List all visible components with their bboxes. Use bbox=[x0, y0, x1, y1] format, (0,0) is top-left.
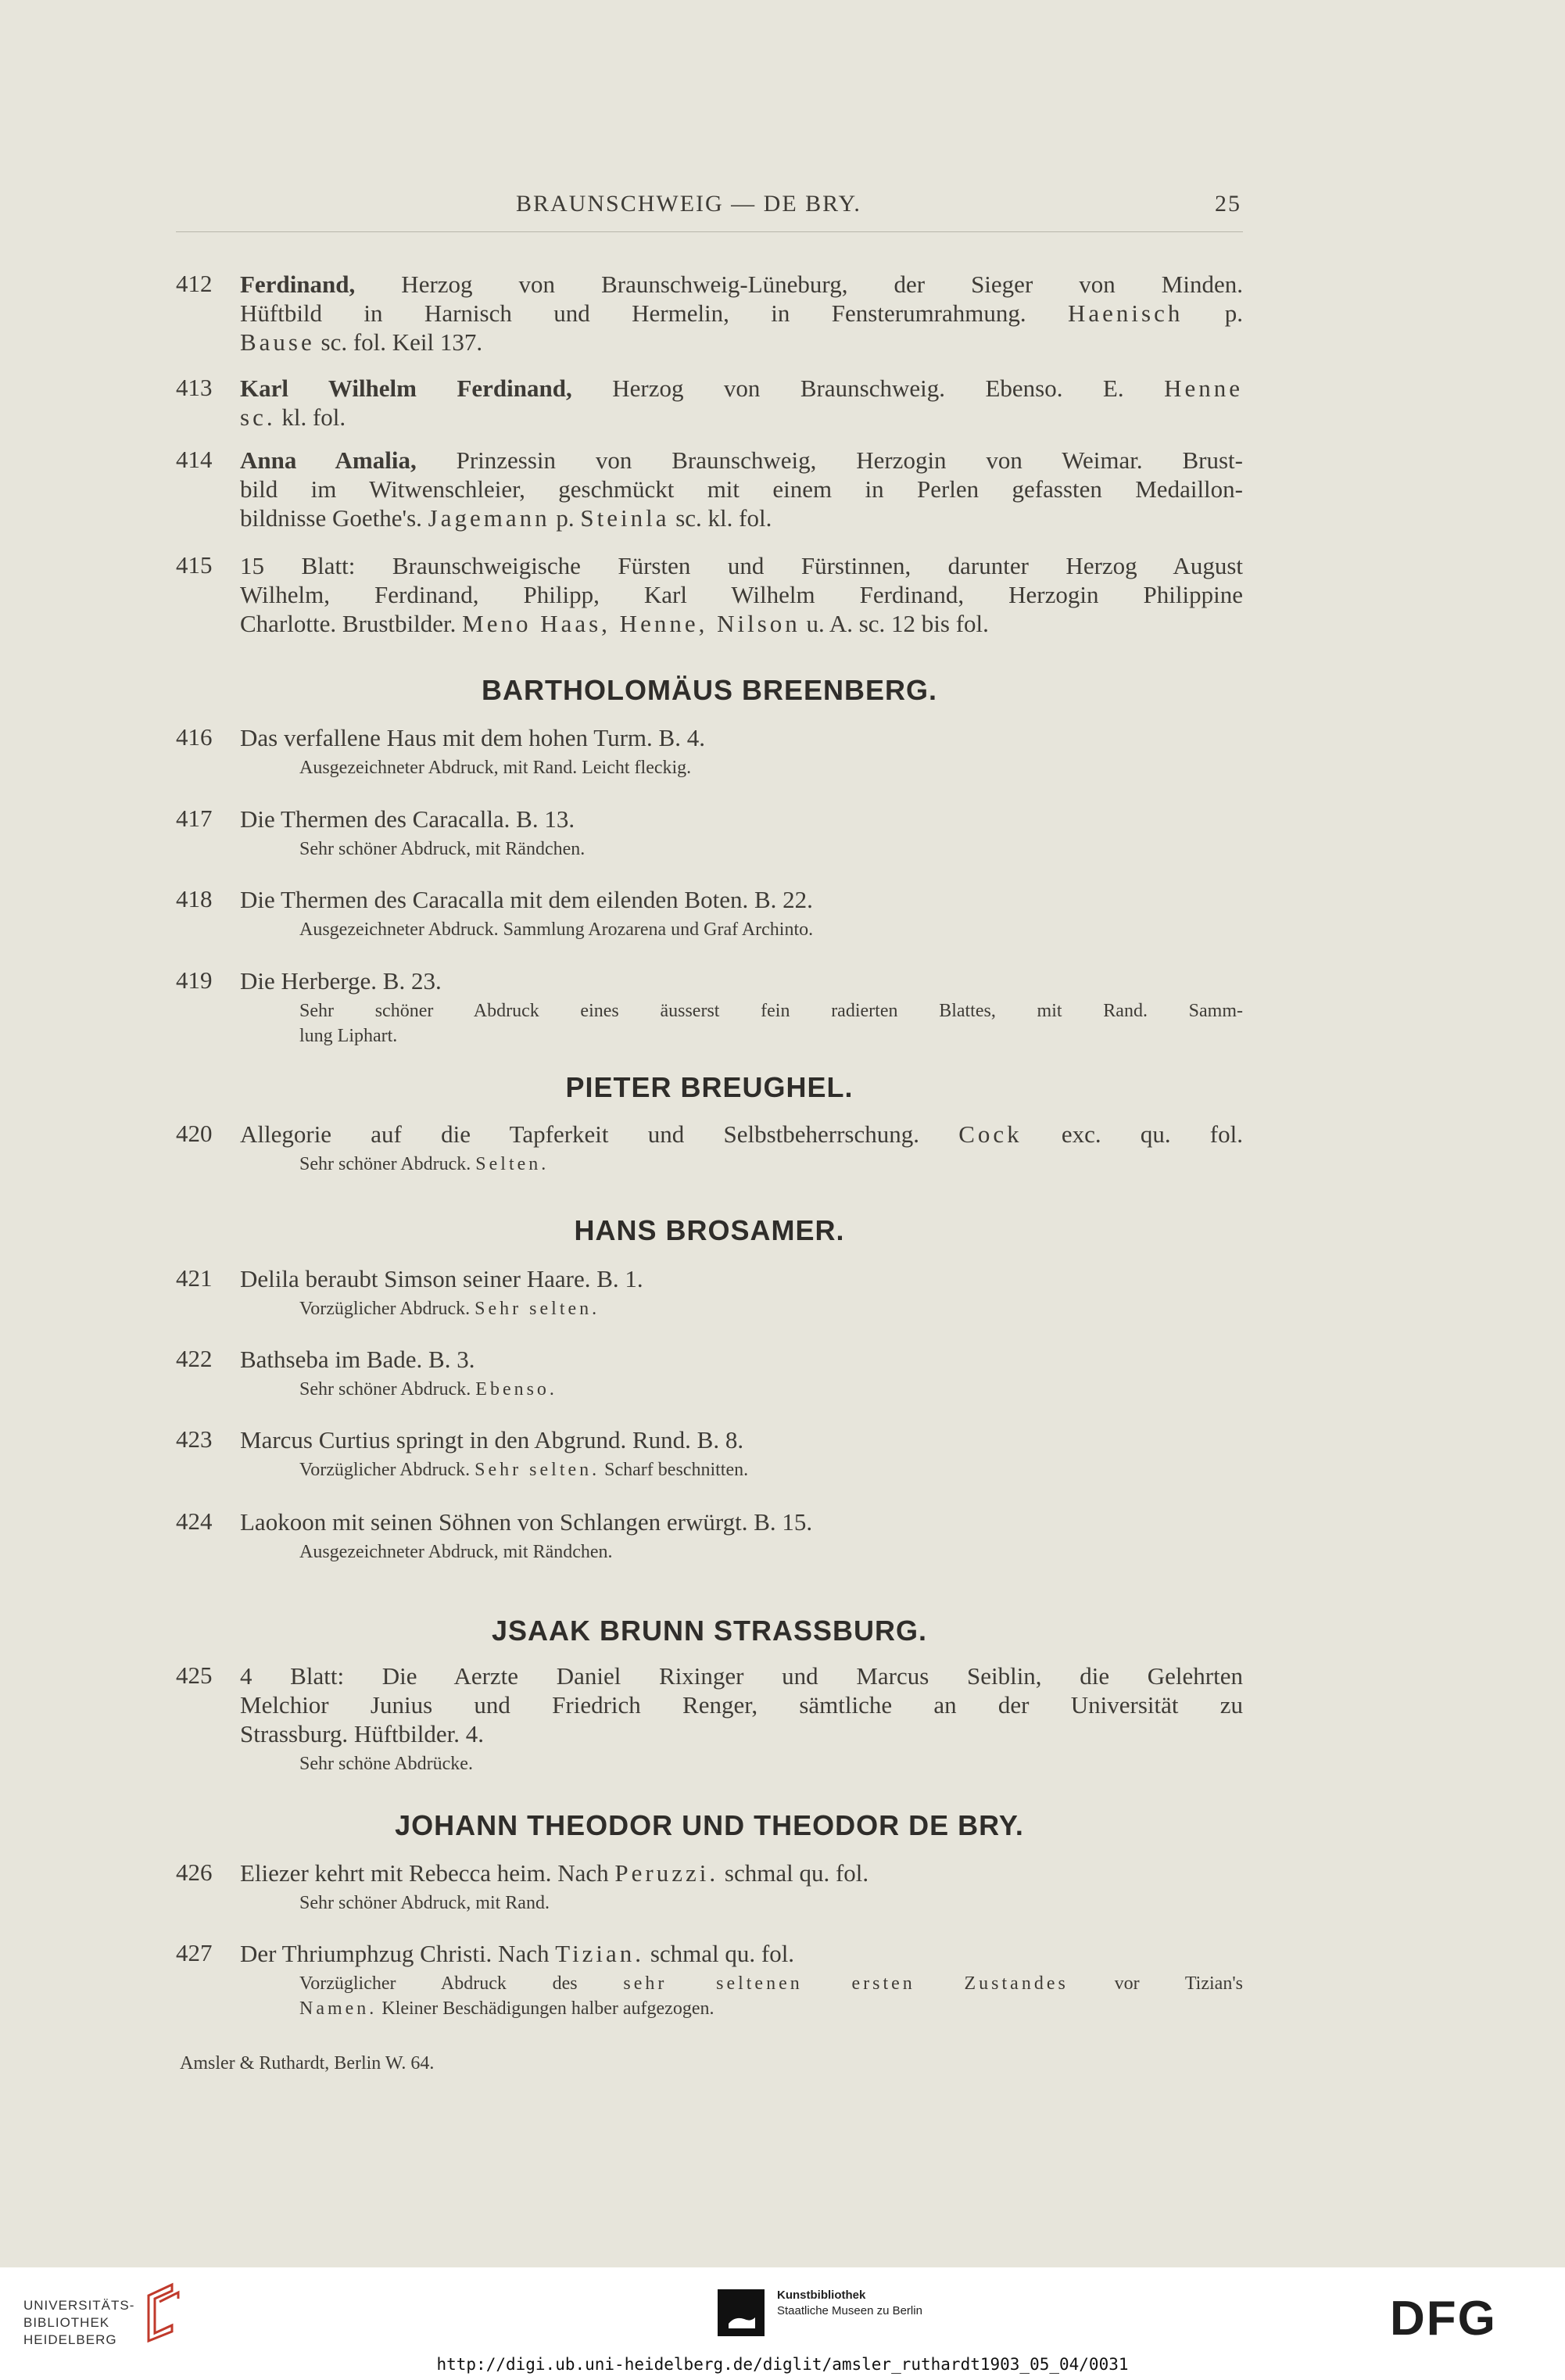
section-heading-breughel: PIETER BREUGHEL. bbox=[565, 1071, 854, 1103]
entry-number: 421 bbox=[176, 1264, 213, 1292]
entry-note: Sehr selten. bbox=[475, 1299, 600, 1319]
kunstbibliothek-label bbox=[777, 2288, 922, 2319]
entry-text: Hüftbild in Harnisch und Hermelin, in Fensterumrahmung. bbox=[240, 299, 1069, 327]
entry-number: 426 bbox=[176, 1858, 213, 1886]
catalog-entry-421 bbox=[176, 1264, 1243, 1321]
catalog-entry-417 bbox=[176, 805, 1243, 862]
entry-note: Scharf beschnitten. bbox=[600, 1460, 749, 1480]
entry-subject: Ferdinand, bbox=[240, 271, 356, 298]
entry-text: Marcus Curtius springt in den Abgrund. Rund. B. 8. bbox=[240, 1426, 744, 1453]
digitization-footer bbox=[0, 2267, 1565, 2380]
entry-note: Sehr schöne Abdrücke. bbox=[299, 1754, 473, 1774]
artist-name: Jagemann bbox=[428, 504, 550, 532]
entry-number: 418 bbox=[176, 885, 213, 912]
entry-number: 416 bbox=[176, 723, 213, 751]
entry-note: Ausgezeichneter Abdruck, mit Rändchen. bbox=[299, 1542, 613, 1562]
catalog-entry-415 bbox=[176, 551, 1243, 638]
entry-note: Sehr schöner Abdruck eines äusserst fein radierten Blattes, mit Rand. Samm- bbox=[299, 1001, 1243, 1021]
section-heading-brunn: JSAAK BRUNN STRASSBURG. bbox=[491, 1615, 928, 1647]
entry-text: Das verfallene Haus mit dem hohen Turm. B. 4. bbox=[240, 724, 705, 751]
entry-note: vor Tizian's bbox=[1068, 1973, 1243, 1994]
entry-text: bild im Witwenschleier, geschmückt mit einem in Perlen gefassten Medaillon- bbox=[240, 475, 1243, 503]
entry-note: Namen. bbox=[299, 1998, 378, 2019]
entry-number: 425 bbox=[176, 1661, 213, 1689]
entry-number: 427 bbox=[176, 1939, 213, 1966]
entry-text: Allegorie auf die Tapferkeit und Selbstbeherrschung. bbox=[240, 1120, 959, 1148]
catalog-entry-425 bbox=[176, 1661, 1243, 1776]
section-heading-brosamer: HANS BROSAMER. bbox=[574, 1214, 845, 1246]
artist-name: Haenisch bbox=[1068, 299, 1184, 327]
entry-text: sc. kl. fol. bbox=[669, 504, 772, 532]
entry-text: 4 Blatt: Die Aerzte Daniel Rixinger und Marcus Seiblin, die Gelehrten bbox=[240, 1662, 1243, 1690]
entry-number: 415 bbox=[176, 551, 213, 579]
artist-name: Henne bbox=[1164, 375, 1243, 402]
entry-subject: Anna Amalia, bbox=[240, 446, 417, 474]
entry-number: 419 bbox=[176, 966, 213, 994]
catalog-entry-419 bbox=[176, 966, 1243, 1048]
catalog-entry-412 bbox=[176, 270, 1243, 357]
entry-text: Herzog von Braunschweig-Lüneburg, der Sieger von Minden. bbox=[355, 271, 1243, 298]
artist-name: Cock bbox=[958, 1120, 1022, 1148]
dfg-logo: DFG bbox=[1390, 2292, 1497, 2346]
entry-note: sehr seltenen ersten Zustandes bbox=[623, 1973, 1069, 1994]
entry-text: Strassburg. Hüftbilder. 4. bbox=[240, 1720, 484, 1747]
kunstbibliothek-logo-icon bbox=[718, 2289, 765, 2336]
entry-note: Kleiner Beschädigungen halber aufgezogen. bbox=[377, 1998, 714, 2019]
entry-note: Selten. bbox=[475, 1154, 550, 1174]
entry-number: 423 bbox=[176, 1425, 213, 1453]
entry-text: Melchior Junius und Friedrich Renger, sämtliche an der Universität zu bbox=[240, 1691, 1243, 1719]
ub-line: BIBLIOTHEK bbox=[23, 2315, 110, 2330]
section-heading-debry: JOHANN THEODOR UND THEODOR DE BRY. bbox=[395, 1809, 1024, 1841]
entry-number: 420 bbox=[176, 1120, 213, 1147]
entry-text: Charlotte. Brustbilder. bbox=[240, 610, 463, 637]
entry-text: schmal qu. fol. bbox=[644, 1940, 795, 1967]
catalog-entry-413 bbox=[176, 374, 1243, 432]
catalog-entry-420 bbox=[176, 1120, 1243, 1177]
entry-text: p. bbox=[1183, 299, 1243, 327]
entry-note: Vorzüglicher Abdruck des bbox=[299, 1973, 624, 1994]
entry-text: Die Thermen des Caracalla mit dem eilenden Boten. B. 22. bbox=[240, 886, 813, 913]
artist-name: Steinla bbox=[580, 504, 670, 532]
catalog-entry-416 bbox=[176, 723, 1243, 780]
entry-note: Sehr schöner Abdruck, mit Rand. bbox=[299, 1893, 550, 1913]
entry-text: Delila beraubt Simson seiner Haare. B. 1. bbox=[240, 1265, 643, 1292]
entry-number: 417 bbox=[176, 805, 213, 832]
artist-name: Tizian. bbox=[555, 1940, 645, 1967]
entry-note: Ebenso. bbox=[475, 1379, 557, 1400]
artist-name: Peruzzi. bbox=[614, 1859, 719, 1887]
entry-subject: Karl Wilhelm Ferdinand, bbox=[240, 375, 572, 402]
entry-note: Vorzüglicher Abdruck. bbox=[299, 1299, 475, 1319]
entry-note: lung Liphart. bbox=[299, 1026, 398, 1046]
entry-text: Die Thermen des Caracalla. B. 13. bbox=[240, 805, 575, 833]
page-number: 25 bbox=[1215, 191, 1241, 217]
entry-text: p. bbox=[550, 504, 581, 532]
entry-text: Herzog von Braunschweig. Ebenso. E. bbox=[571, 375, 1165, 402]
entry-text: bildnisse Goethe's. bbox=[240, 504, 428, 532]
ub-line: UNIVERSITÄTS- bbox=[23, 2298, 135, 2313]
catalog-entry-427 bbox=[176, 1939, 1243, 2021]
artist-name: Bause bbox=[240, 328, 315, 356]
artist-name: Meno Haas, Henne, Nilson bbox=[462, 610, 800, 637]
catalog-entry-414 bbox=[176, 446, 1243, 532]
ub-heidelberg-logo-icon bbox=[142, 2281, 189, 2344]
entry-text: Wilhelm, Ferdinand, Philipp, Karl Wilhelm Ferdinand, Herzogin Philippine bbox=[240, 581, 1243, 608]
entry-text: Die Herberge. B. 23. bbox=[240, 967, 442, 995]
entry-text: u. A. sc. 12 bis fol. bbox=[800, 610, 989, 637]
entry-text: kl. fol. bbox=[275, 403, 346, 431]
section-heading-breenberg: BARTHOLOMÄUS BREENBERG. bbox=[481, 674, 937, 706]
entry-text: Eliezer kehrt mit Rebecca heim. Nach bbox=[240, 1859, 615, 1887]
ub-line: HEIDELBERG bbox=[23, 2332, 117, 2347]
entry-text: schmal qu. fol. bbox=[718, 1859, 869, 1887]
entry-note: Sehr schöner Abdruck. bbox=[299, 1154, 476, 1174]
entry-text: sc. bbox=[240, 403, 276, 431]
entry-text: exc. qu. fol. bbox=[1022, 1120, 1243, 1148]
header-rule bbox=[176, 231, 1243, 232]
entry-number: 413 bbox=[176, 374, 213, 401]
entry-text: Prinzessin von Braunschweig, Herzogin von Weimar. Brust- bbox=[416, 446, 1243, 474]
catalog-entry-422 bbox=[176, 1345, 1243, 1402]
running-title: BRAUNSCHWEIG — DE BRY. bbox=[516, 191, 861, 217]
catalog-entry-423 bbox=[176, 1425, 1243, 1482]
catalog-entry-426 bbox=[176, 1858, 1243, 1916]
entry-note: Sehr schöner Abdruck, mit Rändchen. bbox=[299, 839, 586, 859]
kb-subtitle: Staatliche Museen zu Berlin bbox=[777, 2304, 922, 2317]
entry-note: Sehr schöner Abdruck. bbox=[299, 1379, 476, 1400]
entry-number: 412 bbox=[176, 270, 213, 297]
kb-title: Kunstbibliothek bbox=[777, 2289, 866, 2302]
catalog-entry-418 bbox=[176, 885, 1243, 942]
entry-text: Der Thriumphzug Christi. Nach bbox=[240, 1940, 556, 1967]
ub-heidelberg-label bbox=[23, 2297, 134, 2349]
entry-text: Bathseba im Bade. B. 3. bbox=[240, 1346, 475, 1373]
entry-note: Ausgezeichneter Abdruck. Sammlung Arozarena und Graf Archinto. bbox=[299, 919, 814, 940]
entry-text: 15 Blatt: Braunschweigische Fürsten und Fürstinnen, darunter Herzog August bbox=[240, 552, 1243, 579]
permalink-url[interactable]: http://digi.ub.uni-heidelberg.de/diglit/amsler_ruthardt1903_05_04/0031 bbox=[436, 2355, 1129, 2374]
entry-text: sc. fol. Keil 137. bbox=[314, 328, 483, 356]
catalog-entry-424 bbox=[176, 1507, 1243, 1565]
entry-note: Sehr selten. bbox=[475, 1460, 600, 1480]
printer-imprint: Amsler & Ruthardt, Berlin W. 64. bbox=[180, 2053, 435, 2074]
entry-text: Laokoon mit seinen Söhnen von Schlangen erwürgt. B. 15. bbox=[240, 1508, 813, 1536]
entry-number: 414 bbox=[176, 446, 213, 473]
entry-number: 424 bbox=[176, 1507, 213, 1535]
entry-note: Vorzüglicher Abdruck. bbox=[299, 1460, 475, 1480]
entry-note: Ausgezeichneter Abdruck, mit Rand. Leicht fleckig. bbox=[299, 758, 692, 778]
entry-number: 422 bbox=[176, 1345, 213, 1372]
